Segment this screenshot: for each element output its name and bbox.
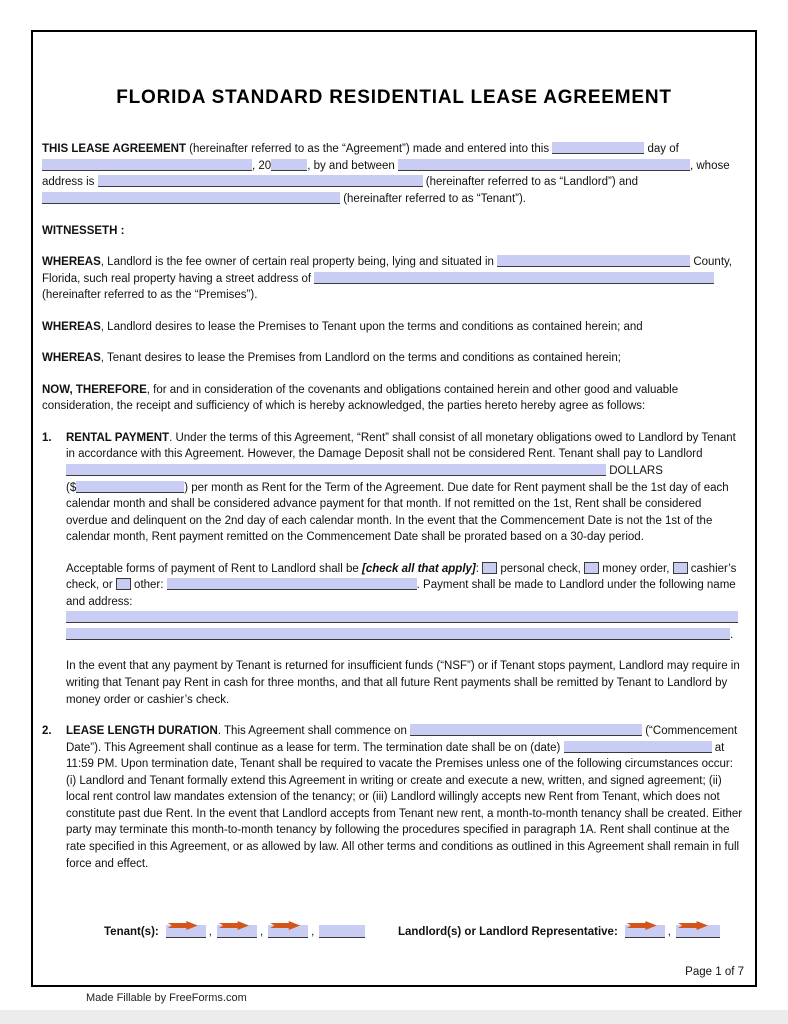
county-field[interactable] [497,255,690,267]
checkbox-label-personal-check: personal check, [497,562,585,575]
checkbox-label-other: other: [130,579,167,592]
whereas-bold: WHEREAS [42,320,101,333]
tenant-initials-field-4[interactable] [319,925,365,938]
tenants-label: Tenant(s): [104,926,159,938]
text-run: , 20 [252,159,272,172]
tenant-initials-group [104,925,365,938]
now-therefore-paragraph [42,382,746,415]
document-body [42,32,746,887]
text-run: ($ [66,481,77,494]
lease-length-paragraph [66,723,746,872]
witnesseth-heading [42,223,746,240]
commencement-date-field[interactable] [410,724,642,736]
text-run: Acceptable forms of payment of Rent to Landlord shall be [66,562,362,575]
text-run: day of [644,143,679,156]
page-number: Page 1 of 7 [685,966,744,978]
termination-date-field[interactable] [564,741,712,753]
text-run: (“Commencement Date”). This Agreement shall continue as a lease for term. The termination date shall be on (date) [66,725,738,754]
section-1-heading: RENTAL PAYMENT [66,431,170,444]
rent-amount-number-field[interactable] [76,481,184,493]
tenant-initials-field-1[interactable] [166,925,206,938]
nsf-paragraph: In the event that any payment by Tenant is returned for insufficient funds (“NSF”) or if Tenant stops payment, Landlord may require in writing that Tenant pay Rent in cash for three months, and that all future Rent payments shall be remitted by Tenant to Landlord by money order or cashier’s check. [66,660,740,706]
section-1-number: 1. [42,431,52,444]
text-run: , Landlord is the fee owner of certain real property being, lying and situated in [100,256,498,269]
whereas-bold: WHEREAS [42,352,101,365]
agreement-day-field[interactable] [552,142,644,154]
whereas-2-paragraph [42,319,746,336]
intro-paragraph [42,141,746,207]
section-2-number: 2. [42,725,52,738]
section-2-lease-length-duration [42,723,746,872]
landlord-address-field[interactable] [98,175,423,187]
payee-name-address-field-2[interactable] [66,628,730,640]
bottom-strip [0,1010,788,1024]
flex-spacer [42,887,746,925]
signature-initials-row [104,925,720,938]
text-run: , Tenant desires to lease the Premises from Landlord on the terms and conditions as contained herein; [100,352,621,365]
page-frame [31,30,757,987]
tenant-initials-field-3[interactable] [268,925,308,938]
intro-lead-bold: THIS LEASE AGREEMENT [42,143,186,156]
text-run: (hereinafter referred to as “Landlord”) and [422,176,639,189]
checkbox-cashiers-check[interactable] [673,562,688,574]
made-fillable-credit: Made Fillable by FreeForms.com [86,992,247,1004]
text-run: , by and between [307,159,398,172]
premises-address-field[interactable] [314,272,714,284]
whereas-bold: WHEREAS [42,256,101,269]
text-run: County, Florida, such real property having a street address of [42,256,733,285]
text-run: , for and in consideration of the covenants and obligations contained herein and other good and valuable consideration, the receipt and sufficiency of which is hereby acknowledged, the parties hereto hereby agree as follows: [42,383,679,413]
page-footer [42,966,744,978]
check-all-that-apply-note: [check all that apply] [361,562,476,575]
text-run: . [730,628,734,641]
whereas-3-paragraph [42,350,746,367]
text-run: , Landlord desires to lease the Premises to Tenant upon the terms and conditions as contained herein; and [100,320,643,333]
landlord-initials-field-1[interactable] [625,925,665,938]
text-run: (hereinafter referred to as “Tenant”). [340,193,526,205]
comma-separator: , [667,926,671,938]
text-run: . Payment shall be made to Landlord under the following name and address: [66,579,736,608]
text-run: (hereinafter referred to as the “Premises”). [42,289,258,302]
witnesseth-label: WITNESSETH : [42,224,125,237]
text-run: , whose address is [42,159,730,189]
text-run: (hereinafter referred to as the “Agreement”) made and entered into this [185,143,553,156]
text-run: ) per month as Rent for the Term of the Agreement. Due date for Rent payment shall be the 1st day of each calendar month and shall be considered advance payment for that month. If not remitted on the 1st, Rent shall be considered overdue and delinquent on the 2nd day of each calendar month. In the event that the Commencement Date is not the 1st of the calendar month, Rent payment remitted on the Commencement Date shall be prorated based on a 30-day period. [66,481,729,544]
text-run: . Under the terms of this Agreement, “Rent” shall consist of all monetary obligations owed to Landlord by Tenant in accordance with this Agreement. However, the Damage Deposit shall not be considered Rent. Tenant shall pay to Landlord [66,431,736,461]
now-therefore-bold: NOW, THEREFORE [42,383,147,396]
text-run: DOLLARS [606,465,663,478]
payment-other-field[interactable] [167,578,417,590]
tenant-initials-field-2[interactable] [217,925,257,938]
checkbox-money-order[interactable] [584,562,599,574]
text-run: : [475,562,483,575]
checkbox-other[interactable] [116,578,131,590]
agreement-year-field[interactable] [271,159,307,171]
rental-payment-paragraph [66,430,746,546]
text-run: . This Agreement shall commence on [217,725,411,738]
comma-separator: , [311,926,315,938]
landlord-name-field[interactable] [398,159,690,171]
comma-separator: , [259,926,264,938]
landlord-initials-group [398,925,720,938]
checkbox-label-cashiers-check: cashier’s check, or [66,562,737,592]
section-2-heading: LEASE LENGTH DURATION [66,725,218,738]
agreement-month-field[interactable] [42,159,252,171]
section-1-rental-payment [42,430,746,708]
whereas-1-paragraph [42,254,746,304]
tenant-name-field[interactable] [42,192,340,204]
payee-name-address-field-1[interactable] [66,611,738,623]
checkbox-label-money-order: money order, [599,562,673,575]
document-title: FLORIDA STANDARD RESIDENTIAL LEASE AGREEMENT [116,87,672,108]
payment-methods-paragraph [66,561,746,644]
comma-separator: , [208,926,212,938]
rent-amount-words-field[interactable] [66,464,606,476]
landlord-representative-label: Landlord(s) or Landlord Representative: [397,926,618,938]
checkbox-personal-check[interactable] [482,562,497,574]
text-run: at 11:59 PM. Upon termination date, Tenant shall be required to vacate the Premises unless one of the following circumstances occur: (i) Landlord and Tenant formally extend this Agreement in writing or create and execute a new, written, and signed agreement; (ii) local rent control law mandates extension of the tenancy; or (iii) Landlord willingly accepts new Rent from Tenant, which does not constitute past due Rent. In the event that Landlord accepts from Tenant new rent, a month-to-month tenancy shall be created. Either party may terminate this month-to-month tenancy by following the procedures specified in paragraph 1A. Rent shall continue at the rate specified in this Agreement, or as allowed by law. All other terms and conditions as outlined in this Agreement shall remain in full force and effect. [66,741,743,870]
landlord-initials-field-2[interactable] [676,925,720,938]
